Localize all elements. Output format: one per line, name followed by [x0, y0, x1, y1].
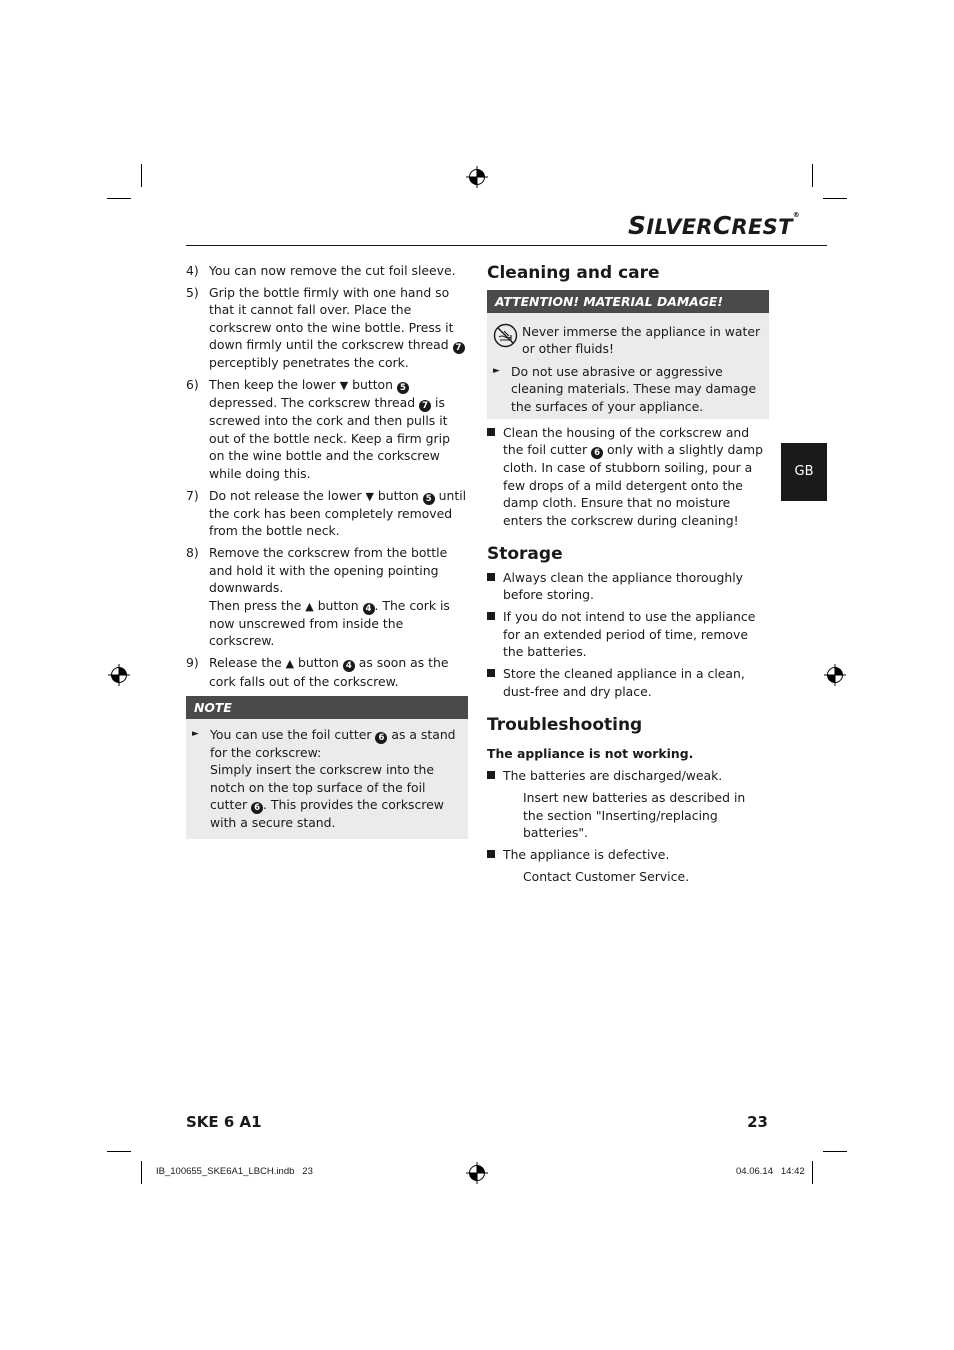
page-number: 23 [747, 1113, 768, 1131]
square-bullet-icon [487, 573, 495, 581]
print-slug-datetime: 04.06.14 14:42 [736, 1166, 805, 1177]
part-number-badge: 4 [363, 603, 375, 615]
storage-heading: Storage [487, 544, 563, 565]
note-heading: NOTE [186, 696, 468, 719]
crop-mark [823, 1151, 847, 1152]
part-number-badge: 6 [375, 732, 387, 744]
list-item: The appliance is defective. [487, 846, 769, 863]
no-immerse-icon [493, 323, 518, 348]
part-number-badge: 5 [397, 382, 409, 394]
part-number-badge: 6 [591, 447, 603, 459]
remedy-text: Insert new batteries as described in the section "Inserting/replacing batteries". [523, 790, 746, 841]
attention-text: Do not use abrasive or aggressive cleaning materials. These may damage the surfaces of your appliance. [511, 363, 757, 414]
model-name: SKE 6 A1 [186, 1113, 262, 1131]
step-item: 9) Release the ▲ button 4 as soon as the cork falls out of the corkscrew. [186, 655, 449, 689]
step-item: 6) Then keep the lower ▼ button 5 depressed. The corkscrew thread 7 is screwed into the cork and then pulls it out of the bottle neck. Keep a firm grip on the wine bottle and the corkscrew while doing this. [186, 377, 450, 481]
attention-box [487, 290, 769, 419]
registration-mark-icon [108, 664, 130, 686]
list-item: Clean the housing of the corkscrew and the foil cutter 6 only with a slightly damp cloth. In case of stubborn soiling, pour a few drops of a mild detergent onto the damp cloth. Ensure that no moisture enters the corkscrew during cleaning! [487, 424, 769, 529]
list-item: Store the cleaned appliance in a clean, dust-free and dry place. [487, 665, 769, 700]
step-item: 5) Grip the bottle firmly with one hand so that it cannot fall over. Place the corkscrew onto the wine bottle. Press it down firmly until the corkscrew thread 7 perceptibly penetrates the cork. [186, 284, 468, 372]
part-number-badge: 7 [419, 400, 431, 412]
crop-mark [107, 198, 131, 199]
crop-mark [823, 198, 847, 199]
list-item: The batteries are discharged/weak. [487, 767, 769, 784]
square-bullet-icon [487, 850, 495, 858]
registration-mark-icon [466, 1162, 488, 1184]
crop-mark [107, 1151, 131, 1152]
step-item: 4) You can now remove the cut foil sleeve. [186, 263, 456, 278]
language-tab: GB [781, 443, 827, 501]
header-rule [186, 245, 827, 246]
warn-text: Never immerse the appliance in water or other fluids! [522, 324, 761, 357]
remedy-text: Contact Customer Service. [523, 868, 690, 884]
square-bullet-icon [487, 428, 495, 436]
crop-mark [141, 164, 142, 187]
up-button-icon: ▲ [305, 599, 314, 613]
left-column [186, 262, 468, 839]
brand-logo: SILVERCREST® [628, 211, 801, 240]
troubleshooting-subheading: The appliance is not working. [487, 745, 694, 761]
down-button-icon: ▼ [339, 379, 349, 393]
square-bullet-icon [487, 771, 495, 779]
square-bullet-icon [487, 669, 495, 677]
attention-heading: ATTENTION! MATERIAL DAMAGE! [487, 290, 769, 313]
arrow-bullet-icon: ► [493, 365, 500, 376]
registration-mark-icon [824, 664, 846, 686]
down-button-icon: ▼ [365, 489, 374, 503]
up-button-icon: ▲ [285, 657, 295, 671]
part-number-badge: 7 [453, 342, 465, 354]
crop-mark [141, 1161, 142, 1184]
arrow-bullet-icon: ► [192, 729, 199, 740]
right-column [487, 262, 769, 890]
square-bullet-icon [487, 612, 495, 620]
troubleshooting-heading: Troubleshooting [487, 714, 643, 735]
part-number-badge: 6 [251, 802, 263, 814]
part-number-badge: 5 [423, 493, 435, 505]
step-item: 7) Do not release the lower ▼ button 5 until the cork has been completely removed from the bottle neck. [186, 487, 467, 539]
crop-mark [812, 164, 813, 187]
list-item: If you do not intend to use the appliance for an extended period of time, remove the batteries. [487, 608, 769, 660]
print-slug-file: IB_100655_SKE6A1_LBCH.indb 23 [156, 1166, 313, 1177]
note-text: You can use the foil cutter 6 as a stand for the corkscrew: Simply insert the corkscrew into the notch on the top surface of the foil cutter 6 . This provides the corkscrew with a secure stand. [210, 727, 456, 831]
list-item: Always clean the appliance thoroughly before storing. [487, 569, 769, 604]
note-box [186, 696, 468, 839]
crop-mark [812, 1161, 813, 1184]
part-number-badge: 4 [343, 660, 355, 672]
cleaning-heading: Cleaning and care [487, 263, 660, 283]
registration-mark-icon [466, 166, 488, 188]
step-item: 8) Remove the corkscrew from the bottle and hold it with the opening pointing downwards. Then press the ▲ button 4 . The cork is now unscrewed from inside the corkscrew. [186, 545, 450, 649]
